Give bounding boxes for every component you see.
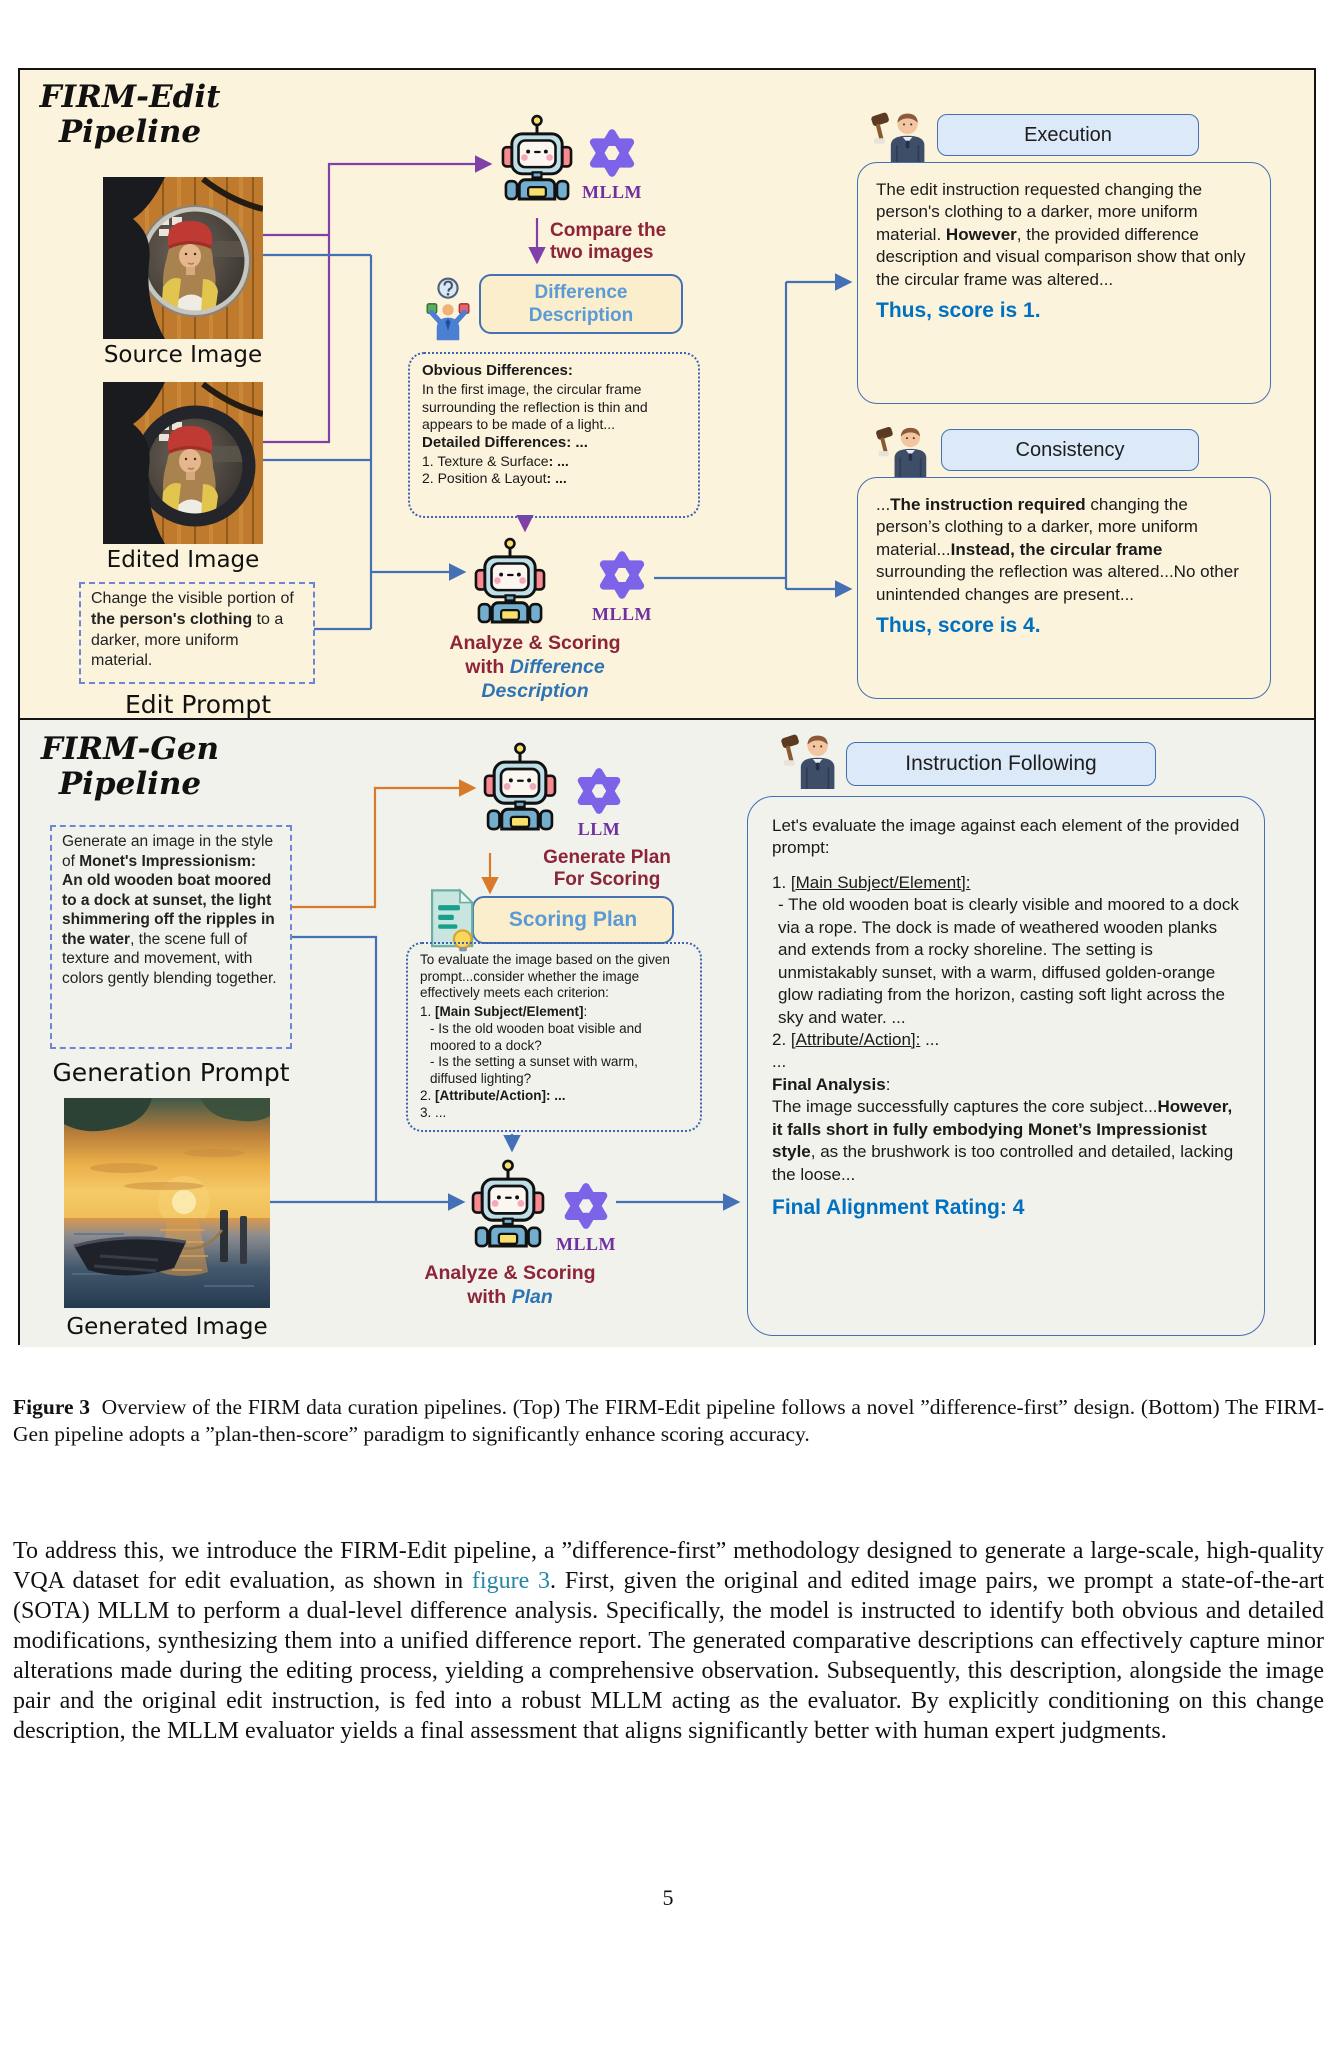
if-final-heading: Final Analysis: [772,1074,891,1094]
if-item-1-label: 1. [Main Subject/Element]: [772,872,971,892]
detailed-item-2: 2. Position & Layout: ... [422,470,567,487]
mllm-logo-icon [585,126,639,180]
mllm-label-gen: MLLM [556,1234,616,1254]
generation-prompt-label: Generation Prompt [52,1058,290,1087]
mllm-logo-icon [573,765,625,817]
obvious-differences-heading: Obvious Differences: [422,362,573,379]
figure-caption: Figure 3 Overview of the FIRM data curation pipelines. (Top) The FIRM-Edit pipeline follows a novel ”difference-first” design. (Bottom) The FIRM-Gen pipeline adopts a ”plan-then-score” paradigm to significantly enhance scoring accuracy. [13,1394,1325,1447]
judge-gavel-icon [868,106,940,168]
robot-icon [500,112,574,206]
analyze-scoring-label: Analyze & Scoring with Difference Description [449,632,621,702]
firm-edit-pipeline-title: FIRM-Edit Pipeline [39,79,221,150]
firm-gen-pipeline-title: FIRM-Gen Pipeline [40,731,220,802]
instruction-following-box [747,796,1265,1336]
figure-3-link[interactable]: figure 3 [471,1568,551,1594]
robot-icon [473,535,547,629]
if-item-2: 2. [Attribute/Action]: ... [772,1029,940,1049]
if-item-1-body: - The old wooden boat is clearly visible and moored to a dock via a rope. The dock is made of weathered wooden planks and extends from a rocky shoreline. The setting is unmistakably sunset, with a warm, diffused golden-orange glow radiating from the horizon, casting soft light across the sky and water. ... [778,895,1239,1027]
execution-text: The edit instruction requested changing the person's clothing to a darker, more uniform material. However, the provided difference description and visual comparison show that only the circular frame was altered... [876,180,1246,289]
source-image-label: Source Image [103,342,263,368]
mllm-label-top: MLLM [582,182,642,202]
generated-image [64,1098,270,1308]
consistency-label-pill: Consistency [941,429,1199,471]
mllm-label-mid: MLLM [592,604,652,624]
execution-label-pill: Execution [937,114,1199,156]
difference-description-box [408,352,700,518]
obvious-differences-text: In the first image, the circular frame surrounding the reflection is thin and appears to be made of a light... [422,380,648,433]
source-image [103,177,263,339]
consistency-score: Thus, score is 4. [876,614,1041,638]
plan-question-1: - Is the old wooden boat visible and moored to a dock? [430,1020,642,1053]
instruction-following-pill: Instruction Following [846,742,1156,786]
body-paragraph: To address this, we introduce the FIRM-Edit pipeline, a ”difference-first” methodology designed to generate a large-scale, high-quality VQA dataset for edit evaluation, as shown in figure 3. First, given the original and edited image pairs, we prompt a state-of-the-art (SOTA) MLLM to perform a dual-level difference analysis. Specifically, the model is instructed to identify both obvious and detailed modifications, synthesizing them into a unified difference report. The generated comparative descriptions can effectively capture minor alterations made during the editing process, yielding a comprehensive observation. Subsequently, this description, alongside the image pair and the original edit instruction, is fed into a robust MLLM acting as the evaluator. By explicitly conditioning on this change description, the MLLM evaluator yields a final assessment that aligns significantly better with human expert judgments. [13,1538,1324,1744]
execution-result-box [857,162,1271,404]
mllm-logo-icon [560,1180,612,1232]
if-final-body: The image successfully captures the core subject...However, it falls short in fully embodying Monet’s Impressionist style, as the brushwork is too controlled and detailed, lacking the loose... [772,1097,1234,1184]
analyze-scoring-plan-label: Analyze & Scoring with Plan [424,1262,596,1308]
figure-3-diagram [18,68,1316,1345]
scoring-plan-box [406,942,702,1132]
scoring-plan-heading: Scoring Plan [472,896,674,944]
edit-prompt-box: Change the visible portion of the person's clothing to a darker, more uniform material. [79,582,315,684]
robot-icon [482,740,558,836]
plan-item-2: 2. [Attribute/Action]: ... [420,1087,566,1103]
mllm-logo-icon [595,548,649,602]
generate-plan-label: Generate Plan For Scoring [543,847,671,891]
plan-question-2: - Is the setting a sunset with warm, diffused lighting? [430,1054,638,1087]
consistency-result-box [857,477,1271,699]
llm-label: LLM [577,819,621,839]
generation-prompt-box: Generate an image in the style of Monet's Impressionism: An old wooden boat moored to a dock at sunset, the light shimmering off the ripples in the water, the scene full of texture and movement, with colors gently blending together. [50,825,292,1049]
if-intro: Let's evaluate the image against each element of the provided prompt: [772,816,1240,858]
compare-two-images-label: Compare the two images [550,220,667,264]
page-number: 5 [662,1885,674,1910]
detailed-item-1: 1. Texture & Surface: ... [422,452,569,469]
final-alignment-rating: Final Alignment Rating: 4 [772,1196,1025,1219]
consistency-text: ...The instruction required changing the person’s clothing to a darker, more uniform material...Instead, the circular frame surrounding the reflection was altered...No other unintended changes are present... [876,495,1239,604]
figure-caption-tag: Figure 3 [13,1394,91,1419]
robot-icon [470,1157,546,1253]
edited-image [103,382,263,544]
judge-gavel-icon [873,420,941,480]
edit-prompt-label: Edit Prompt [124,690,272,719]
execution-score: Thus, score is 1. [876,299,1041,323]
plan-intro: To evaluate the image based on the given prompt...consider whether the image effectively meets each criterion: [420,952,670,1001]
person-question-icon [420,276,476,342]
difference-description-heading: Difference Description [479,274,683,334]
detailed-differences-heading: Detailed Differences: ... [422,433,588,451]
plan-item-3: 3. ... [420,1104,447,1120]
plan-item-1: 1. [Main Subject/Element]: [420,1004,588,1020]
generated-image-label: Generated Image [66,1314,268,1340]
judge-gavel-icon [778,728,850,790]
edited-image-label: Edited Image [106,547,260,573]
if-ellipsis: ... [772,1052,787,1072]
